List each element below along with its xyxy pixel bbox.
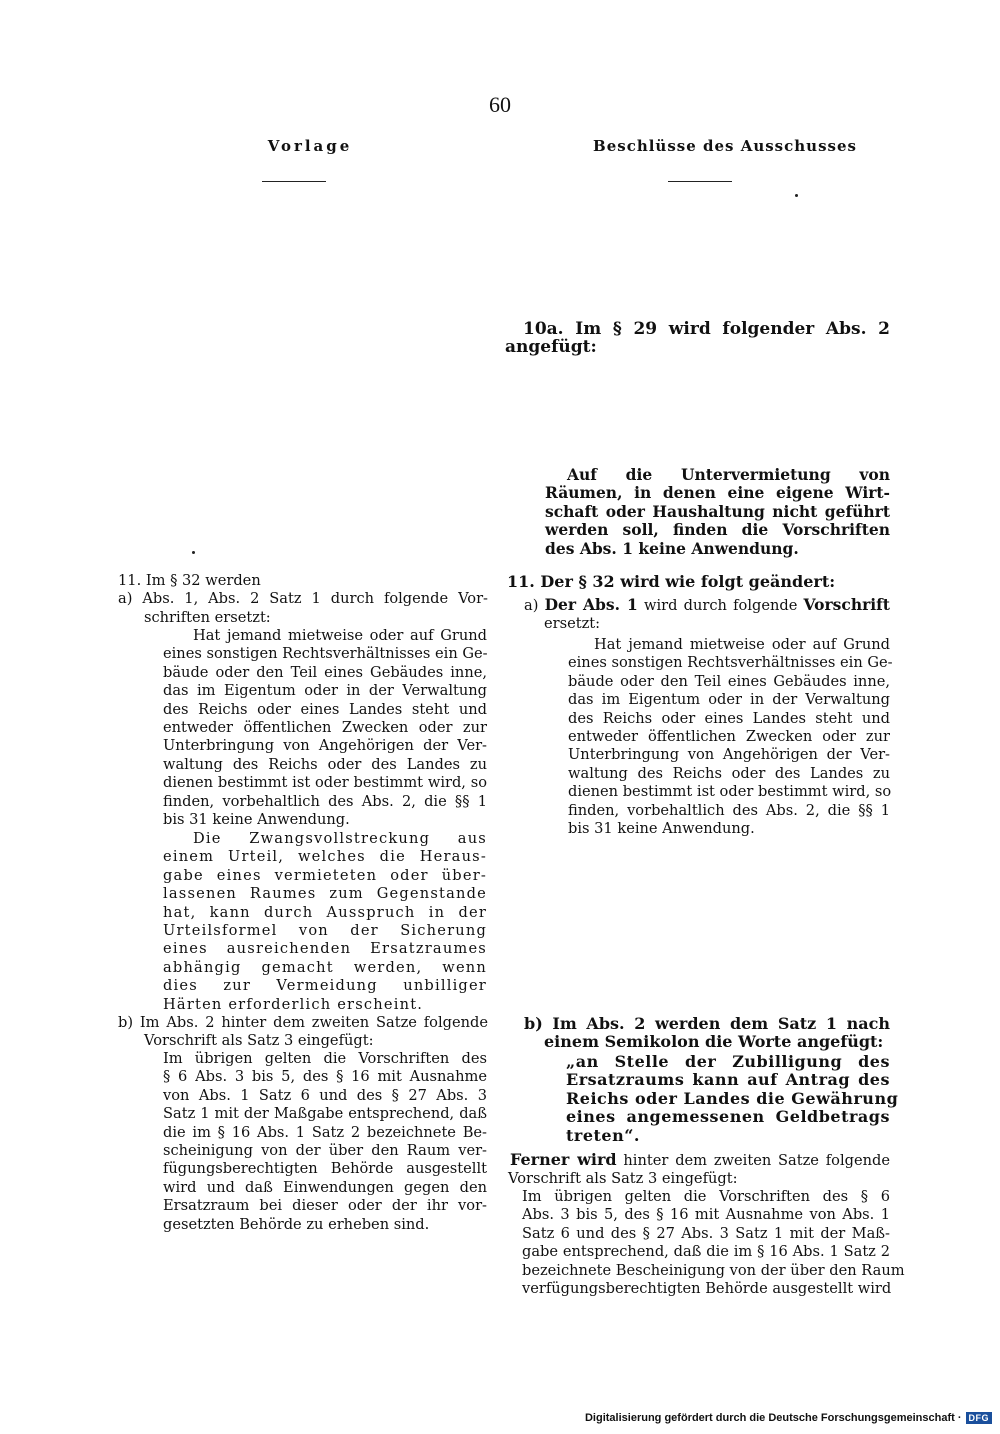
quote-line: waltung des Reichs oder des Landes zu bbox=[163, 755, 487, 773]
left-11a-quote1 bbox=[163, 627, 487, 829]
quote-line: des Reichs oder eines Landes steht und bbox=[568, 709, 890, 727]
quote-line: des Reichs oder eines Landes steht und bbox=[163, 700, 487, 718]
left-11b-quote bbox=[163, 1050, 487, 1234]
quote-line: § 6 Abs. 3 bis 5, des § 16 mit Ausnahme bbox=[163, 1068, 487, 1086]
footer bbox=[585, 1412, 992, 1424]
right-11b-quote bbox=[566, 1052, 899, 1145]
left-header-rule bbox=[262, 181, 326, 182]
scan-speck bbox=[192, 551, 195, 554]
left-section-11 bbox=[118, 572, 488, 627]
quote-line: bis 31 keine Anwendung. bbox=[568, 820, 755, 838]
quote-line: Hat jemand mietweise oder auf Grund bbox=[594, 636, 890, 653]
quote-line: schaft oder Haushaltung nicht geführt bbox=[545, 501, 890, 521]
quote-line: das im Eigentum oder in der Verwaltung bbox=[568, 691, 890, 709]
quote-line: des Abs. 1 keine Anwendung. bbox=[545, 538, 799, 558]
quote-line: Ersatzraums kann auf Antrag des bbox=[566, 1070, 890, 1090]
quote-line: wird und daß Einwendungen gegen den bbox=[163, 1178, 487, 1196]
right-11-heading-line: 11. Der § 32 wird wie folgt geändert: bbox=[507, 572, 836, 591]
quote-line: gesetzten Behörde zu erheben sind. bbox=[163, 1215, 430, 1233]
quote-line: Härten erforderlich erscheint. bbox=[163, 995, 424, 1013]
quote-line: die im § 16 Abs. 1 Satz 2 bezeichnete Be- bbox=[163, 1123, 487, 1141]
left-11a-quote2 bbox=[163, 830, 487, 1014]
right-column-header: Beschlüsse des Ausschusses bbox=[593, 137, 857, 155]
left-11-heading: 11. Im § 32 werden bbox=[118, 572, 261, 589]
section-10a-heading-line: 10a. Im § 29 wird folgender Abs. 2 bbox=[523, 319, 890, 339]
quote-line: dienen bestimmt ist oder bestimmt wird, so bbox=[163, 774, 487, 792]
page-number: 60 bbox=[489, 92, 511, 117]
right-11a-bold-abs: Der Abs. 1 bbox=[544, 595, 638, 614]
right-ferner-rest: hinter dem zweiten Satze folgende bbox=[616, 1152, 890, 1169]
quote-line: finden, vorbehaltlich des Abs. 2, die §§ 1 bbox=[568, 801, 890, 819]
quote-line: Auf die Untervermietung von bbox=[567, 465, 890, 484]
right-11a-normal: wird durch folgende bbox=[637, 597, 804, 614]
quote-line: finden, vorbehaltlich des Abs. 2, die §§ 1 bbox=[163, 792, 487, 810]
quote-line: Räumen, in denen eine eigene Wirt- bbox=[545, 483, 890, 503]
quote-line: lassenen Raumes zum Gegenstande bbox=[163, 885, 487, 903]
right-11a-intro-line bbox=[524, 596, 890, 615]
quote-line: Hat jemand mietweise oder auf Grund bbox=[193, 627, 487, 644]
left-11b-intro-line: Vorschrift als Satz 3 eingefügt: bbox=[144, 1032, 374, 1050]
quote-line: dies zur Vermeidung unbilliger bbox=[163, 977, 487, 995]
right-ferner-intro bbox=[508, 1151, 890, 1189]
quote-line: abhängig gemacht werden, wenn bbox=[163, 958, 487, 976]
quote-line: scheinigung von der über den Raum ver- bbox=[163, 1142, 487, 1160]
quote-line: Satz 6 und des § 27 Abs. 3 Satz 1 mit der Maß- bbox=[522, 1224, 890, 1242]
quote-line: Unterbringung von Angehörigen der Ver- bbox=[163, 737, 487, 755]
quote-line: Im übrigen gelten die Vorschriften des § 6 bbox=[522, 1188, 890, 1205]
quote-line: Unterbringung von Angehörigen der Ver- bbox=[568, 746, 890, 764]
dfg-logo-icon: DFG bbox=[966, 1412, 993, 1424]
quote-line: bis 31 keine Anwendung. bbox=[163, 811, 350, 829]
quote-line: einem Urteil, welches die Heraus- bbox=[163, 848, 487, 866]
right-11a-intro bbox=[524, 596, 890, 634]
right-11b-intro-line: einem Semikolon die Worte angefügt: bbox=[544, 1032, 884, 1052]
section-10a-quote bbox=[545, 466, 890, 558]
quote-line: gabe eines vermieteten oder über- bbox=[163, 866, 487, 884]
quote-line: Abs. 3 bis 5, des § 16 mit Ausnahme von Abs. 1 bbox=[522, 1206, 890, 1224]
right-11a-label: a) bbox=[524, 597, 539, 614]
quote-line: bäude oder den Teil eines Gebäudes inne, bbox=[163, 663, 487, 681]
right-11a-intro-line: ersetzt: bbox=[544, 615, 601, 633]
right-ferner-line: Vorschrift als Satz 3 eingefügt: bbox=[508, 1170, 738, 1188]
quote-line: Die Zwangsvollstreckung aus bbox=[193, 830, 487, 847]
right-11b-intro-line: b) Im Abs. 2 werden dem Satz 1 nach bbox=[524, 1014, 890, 1033]
section-10a-heading-line: angefügt: bbox=[505, 337, 597, 358]
quote-line: waltung des Reichs oder des Landes zu bbox=[568, 764, 890, 782]
quote-line: bezeichnete Bescheinigung von der über den Raum bbox=[522, 1261, 905, 1279]
quote-line: Im übrigen gelten die Vorschriften des bbox=[163, 1050, 487, 1067]
quote-line: treten“. bbox=[566, 1125, 640, 1145]
right-header-rule bbox=[668, 181, 732, 182]
right-11-heading bbox=[507, 573, 891, 591]
footer-text: Digitalisierung gefördert durch die Deutsche Forschungsgemeinschaft · bbox=[584, 1412, 962, 1424]
quote-line: Ersatzraum bei dieser oder der ihr vor- bbox=[163, 1197, 487, 1215]
left-11b-intro-line: b) Im Abs. 2 hinter dem zweiten Satze folgende bbox=[118, 1014, 488, 1031]
quote-line: eines ausreichenden Ersatzraumes bbox=[163, 940, 487, 958]
quote-line: entweder öffentlichen Zwecken oder zur bbox=[568, 728, 890, 746]
left-column-header: Vorlage bbox=[267, 137, 353, 155]
left-11b-intro bbox=[118, 1014, 488, 1051]
left-11a-intro-line: a) Abs. 1, Abs. 2 Satz 1 durch folgende Vor- bbox=[118, 590, 488, 608]
left-11a-intro-line: schriften ersetzt: bbox=[144, 608, 271, 626]
quote-line: Urteilsformel von der Sicherung bbox=[163, 922, 487, 940]
quote-line: von Abs. 1 Satz 6 und des § 27 Abs. 3 bbox=[163, 1086, 487, 1104]
quote-line: „an Stelle der Zubilligung des bbox=[566, 1052, 890, 1071]
quote-line: das im Eigentum oder in der Verwaltung bbox=[163, 682, 487, 700]
quote-line: eines angemessenen Geldbetrags bbox=[566, 1107, 890, 1127]
quote-line: Satz 1 mit der Maßgabe entsprechend, daß bbox=[163, 1105, 487, 1123]
right-ferner-line bbox=[508, 1151, 890, 1170]
quote-line: verfügungsberechtigten Behörde ausgestellt wird bbox=[522, 1280, 892, 1298]
right-ferner-bold: Ferner wird bbox=[510, 1150, 617, 1169]
quote-line: entweder öffentlichen Zwecken oder zur bbox=[163, 719, 487, 737]
quote-line: bäude oder den Teil eines Gebäudes inne, bbox=[568, 672, 890, 690]
quote-line: dienen bestimmt ist oder bestimmt wird, so bbox=[568, 783, 892, 801]
right-ferner-quote bbox=[522, 1188, 905, 1298]
quote-line: eines sonstigen Rechtsverhältnisses ein Ge- bbox=[163, 645, 488, 663]
section-10a-heading bbox=[505, 320, 890, 357]
right-11a-bold-vorschrift: Vorschrift bbox=[803, 595, 890, 614]
quote-line: fügungsberechtigten Behörde ausgestellt bbox=[163, 1160, 487, 1178]
quote-line: werden soll, finden die Vorschriften bbox=[545, 520, 890, 540]
scan-speck bbox=[795, 194, 798, 197]
quote-line: gabe entsprechend, daß die im § 16 Abs. 1 Satz 2 bbox=[522, 1243, 890, 1261]
quote-line: Reichs oder Landes die Gewährung bbox=[566, 1088, 899, 1108]
quote-line: eines sonstigen Rechtsverhältnisses ein Ge- bbox=[568, 654, 893, 672]
right-11b-intro bbox=[524, 1015, 890, 1052]
quote-line: hat, kann durch Ausspruch in der bbox=[163, 903, 487, 921]
right-11a-quote bbox=[568, 636, 893, 838]
